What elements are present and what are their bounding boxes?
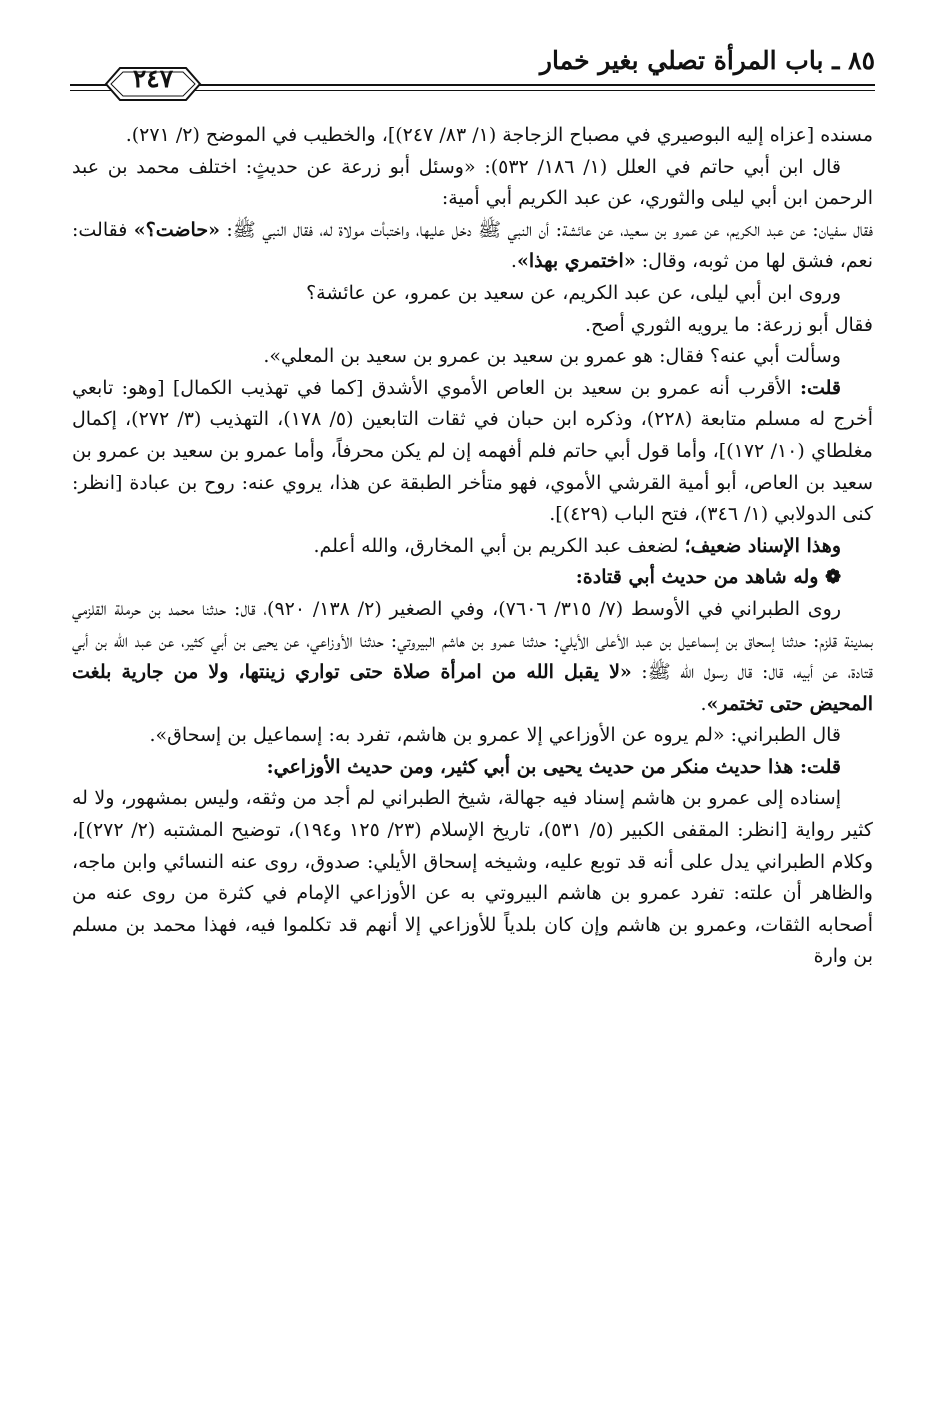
text-run: . — [700, 692, 707, 715]
text-run: قال الطبراني: «لم يروه عن الأوزاعي إلا عمرو بن هاشم، تفرد به: إسماعيل بن إسحاق». — [149, 724, 841, 747]
text-run: «لا يقبل الله من امرأة صلاة حتى تواري زينتها، ولا من جارية بلغت المحيض حتى تختمر» — [72, 661, 873, 715]
text-run: قال ابن أبي حاتم في العلل (١/ ١٨٦/ ٥٣٢): «وسئل أبو زرعة عن حديثٍ: اختلف محمد بن عبد الرحمن ابن أبي ليلى والثوري، عن عبد الكريم أبي أمية: — [72, 155, 873, 210]
paragraph-p1 — [72, 120, 873, 152]
page-number-frame — [98, 54, 208, 104]
text-run: قلت: هذا حديث منكر من حديث يحيى بن أبي كثير، ومن حديث الأوزاعي: — [266, 755, 841, 778]
paragraph-p5 — [72, 310, 873, 342]
text-run: وروى ابن أبي ليلى، عن عبد الكريم، عن سعيد بن عمرو، عن عائشة؟ — [306, 281, 841, 304]
text-run: «اختمري بهذا» — [516, 250, 636, 273]
text-run: قلت: — [799, 376, 841, 399]
page-number: ٢٤٧ — [132, 64, 174, 93]
paragraph-p7 — [72, 373, 873, 531]
text-run: وهذا الإسناد ضعيف؛ — [684, 534, 841, 557]
text-run: وسألت أبي عنه؟ فقال: هو عمرو بن سعيد بن عمرو بن سعيد بن المعلي». — [263, 345, 841, 368]
text-run: مسنده [عزاه إليه البوصيري في مصباح الزجاجة (١/ ٨٣/ ٢٤٧)]، والخطيب في الموضح (٢/ ٢٧١). — [125, 124, 873, 146]
paragraph-p2 — [72, 152, 873, 215]
paragraph-p10 — [72, 594, 873, 720]
text-run: «حاضت؟» — [133, 218, 220, 241]
main-text — [72, 120, 873, 973]
paragraph-p11 — [72, 720, 873, 752]
text-run: روى الطبراني في الأوسط (٧/ ٣١٥/ ٧٦٠٦)، وفي الصغير (٢/ ١٣٨/ ٩٢٠)، قال: حدثنا محمد بن حرملة القلزمي بمدينة قلزم: حدثنا إسحاق بن إسماعيل بن عبد الأعلى الأيلي: حدثنا عمرو بن هاشم البيروتي: حدثنا الأوزاعي، عن يحيى بن أبي كثير، عن عبد الله بن أبي قتادة، عن أبيه، قال: قال رسول الله ﷺ: — [72, 597, 874, 684]
paragraph-p3 — [72, 215, 873, 278]
text-run: ❁ وله شاهد من حديث أبي قتادة: — [575, 566, 841, 589]
text-run: الأقرب أنه عمرو بن سعيد بن العاص الأموي الأشدق [كما في تهذيب الكمال] [وهو: تابعي أخرج له مسلم متابعة (٢٢٨)، وذكره ابن حبان في ثقات التابعين (٥/ ١٧٨)، التهذيب (٣/ ٢٧٢)، إكمال مغلطاي (١٠/ ١٧٢)]، وأما قول أبي حاتم فلم أفهمه إن لم يكن محرفاً، وأما عمرو بن سعيد بن عمرو بن سعيد بن العاص، أبو أمية القرشي الأموي، فهو متأخر الطبقة عن هذا، يروي عنه: روح بن عبادة [انظر: كنى الدولابي (١/ ٣٤٦)، فتح الباب (٤٢٩)]. — [72, 376, 873, 526]
paragraph-p8 — [72, 531, 873, 563]
text-run: . — [510, 250, 517, 273]
chapter-title: ٨٥ ـ باب المرأة تصلي بغير خمار — [539, 46, 875, 75]
paragraph-p6 — [72, 341, 873, 373]
paragraph-p4 — [72, 278, 873, 310]
page-header — [70, 40, 875, 100]
text-run: لضعف عبد الكريم بن أبي المخارق، والله أعلم. — [313, 534, 685, 557]
paragraph-p13 — [72, 783, 873, 973]
paragraph-p12 — [72, 752, 873, 784]
text-run: فقال سفيان: عن عبد الكريم، عن عمرو بن سعيد، عن عائشة: أن النبي ﷺ دخل عليها، واختبأت مولاة له، فقال النبي ﷺ: — [219, 218, 873, 241]
text-run: فقالت: نعم، فشق لها من ثوبه، وقال: — [72, 218, 873, 273]
paragraph-p9 — [72, 562, 873, 594]
text-run: فقال أبو زرعة: ما يرويه الثوري أصح. — [585, 313, 873, 336]
text-run: إسناده إلى عمرو بن هاشم إسناد فيه جهالة، شيخ الطبراني لم أجد من وثقه، وليس بمشهور، ولا له كثير رواية [انظر: المقفى الكبير (٥/ ٥٣١)، تاريخ الإسلام (٢٣/ ١٢٥ و١٩٤)، توضيح المشتبه (٢/ ٢٧٢)]، وكلام الطبراني يدل على أنه قد توبع عليه، وشيخه إسحاق الأيلي: صدوق، روى عنه النسائي وابن ماجه، والظاهر أن علته: تفرد عمرو بن هاشم البيروتي به عن الأوزاعي الإمام في كثرة من روى عنه من أصحابه الثقات، وعمرو بن هاشم وإن كان بلدياً للأوزاعي إلا أنهم قد تكلموا فيه، فهذا محمد بن مسلم بن وارة — [72, 787, 873, 968]
